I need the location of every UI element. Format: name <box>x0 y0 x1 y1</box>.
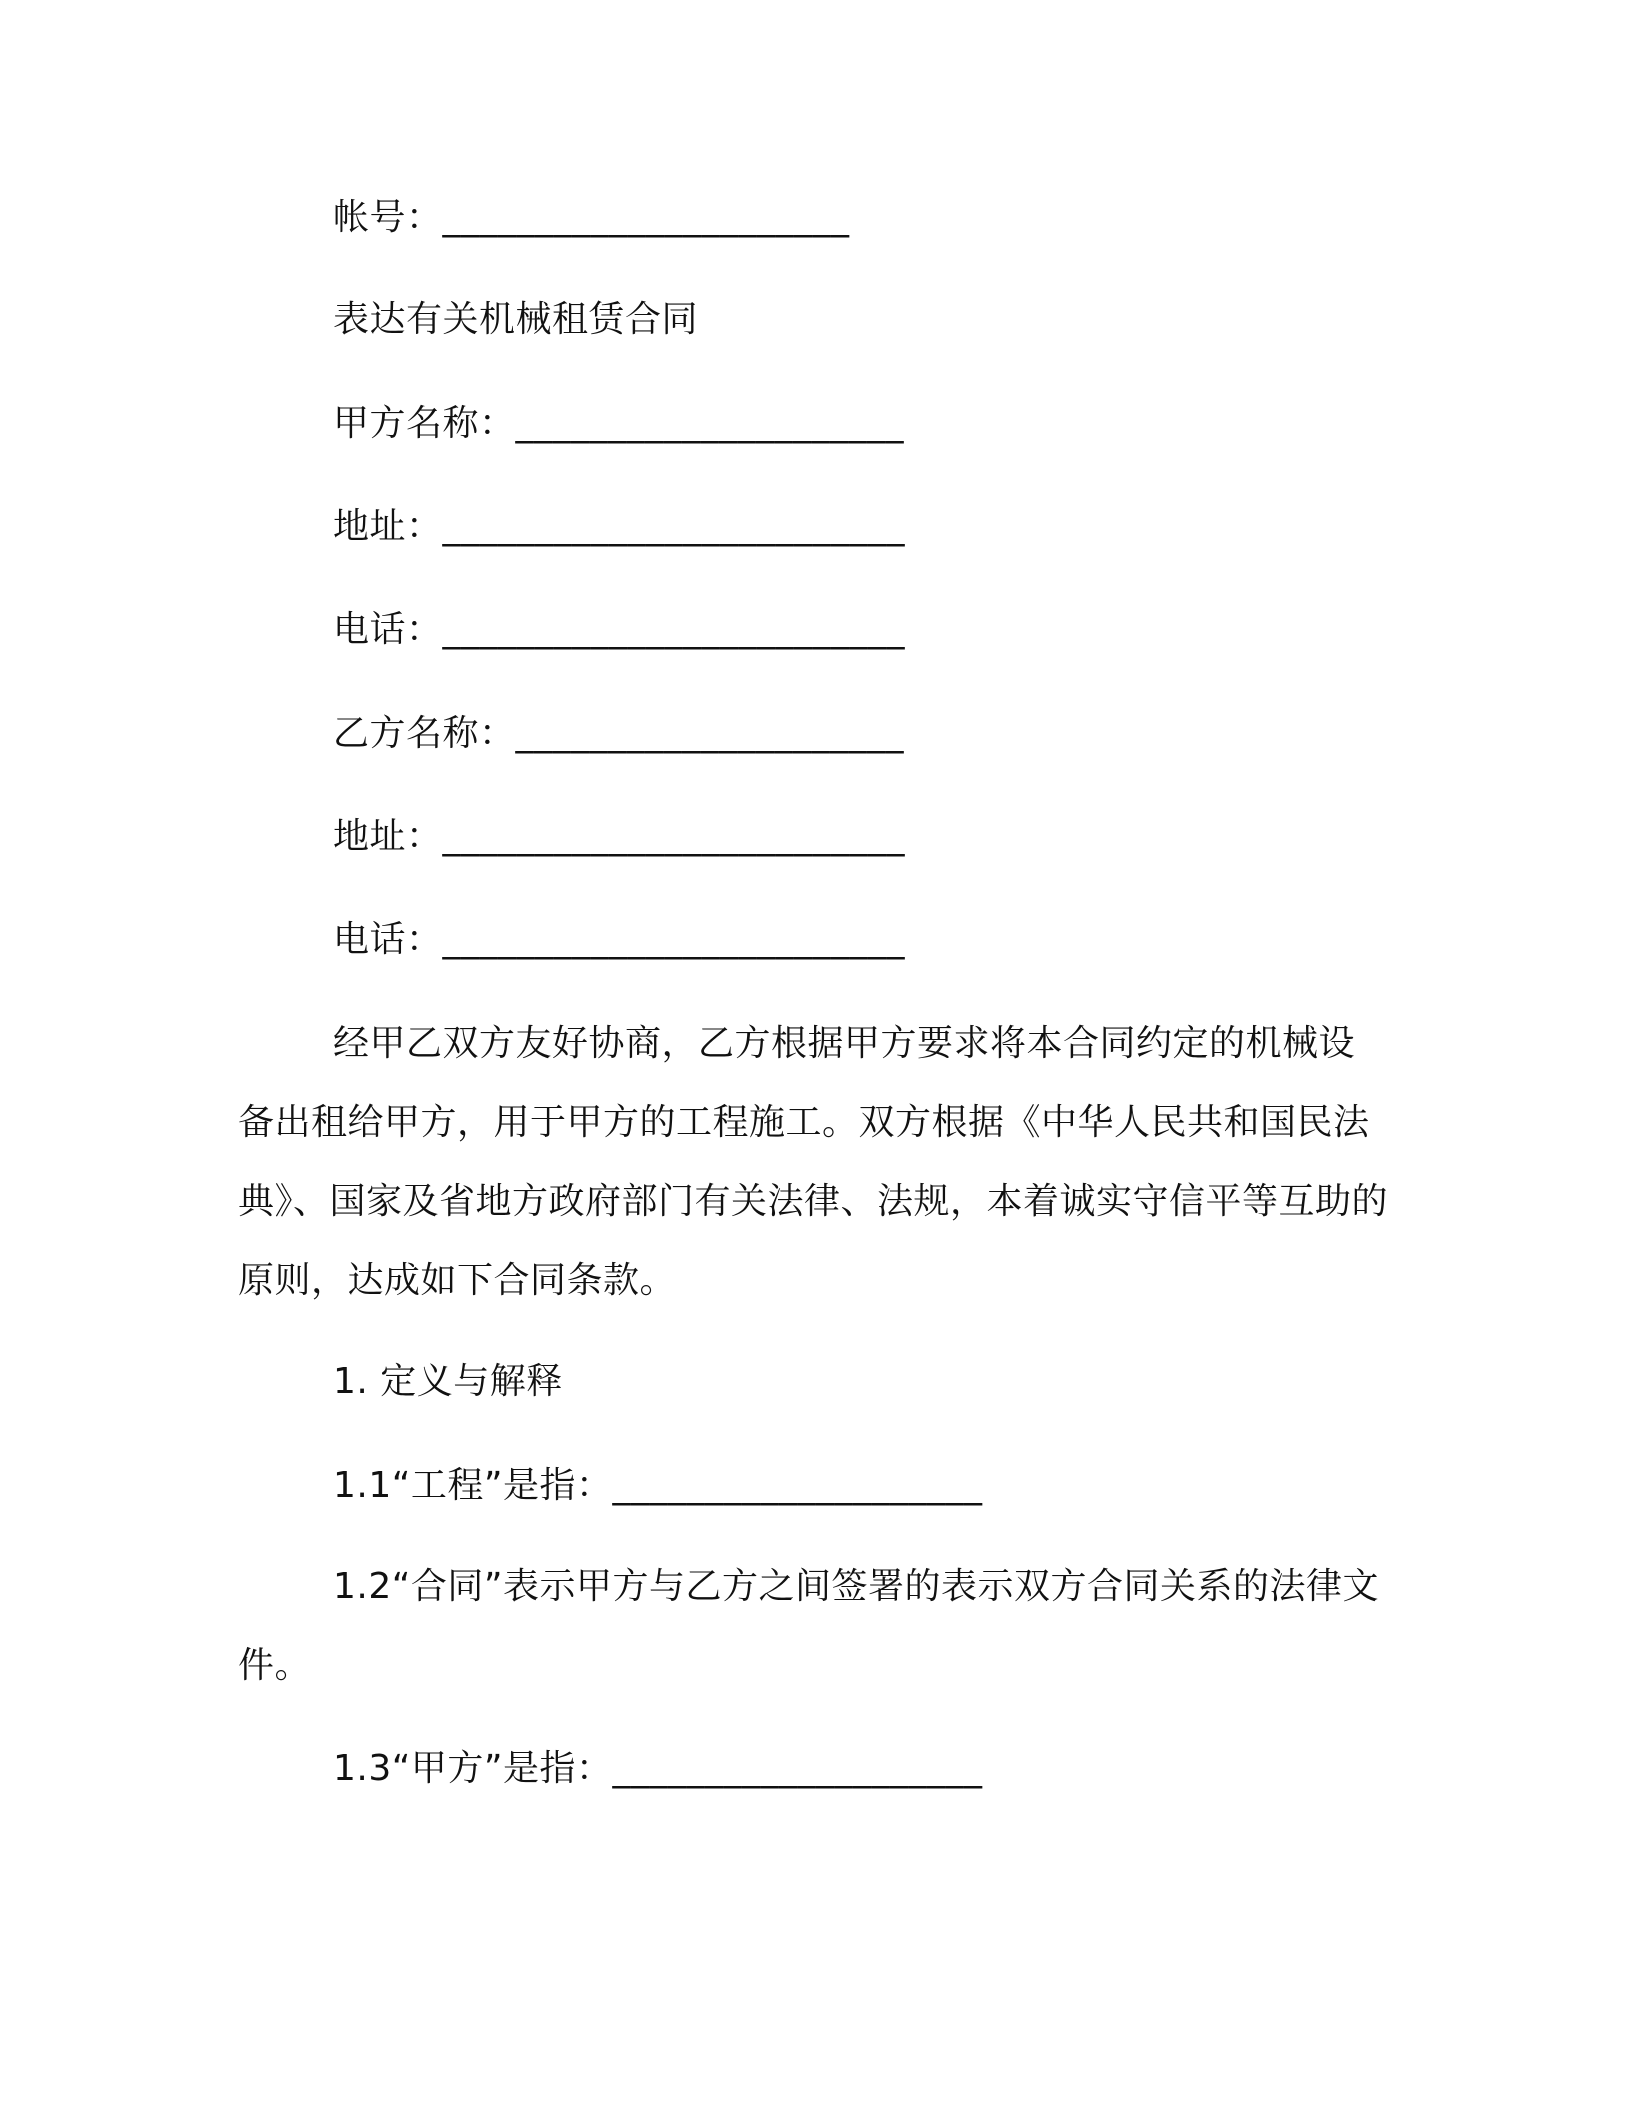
intro-paragraph-text: 经甲乙双方友好协商，乙方根据甲方要求将本合同约定的机械设备出租给甲方，用于甲方的工程施工。双方根据《中华人民共和国民法典》、国家及省地方政府部门有关法律、法规，本着诚实守信平等互助的原则，达成如下合同条款。 <box>238 1023 1389 1301</box>
document-title: 表达有关机械租赁合同 <box>333 299 699 340</box>
party-a-name-line: 甲方名称：_____________________ <box>333 403 905 444</box>
account-field-line: 帐号：______________________ <box>333 197 850 238</box>
clause-1-2-text: 1.2“合同”表示甲方与乙方之间签署的表示双方合同关系的法律文件。 <box>238 1566 1380 1686</box>
clause-1-3: 1.3“甲方”是指：____________________ <box>333 1748 983 1789</box>
clause-1-1: 1.1“工程”是指：____________________ <box>333 1465 983 1506</box>
clause-1-2 <box>238 1547 1388 1705</box>
party-b-name-line: 乙方名称：_____________________ <box>333 713 905 754</box>
intro-paragraph <box>238 1004 1388 1320</box>
party-a-phone-line: 电话：_________________________ <box>333 609 906 650</box>
party-a-address-line: 地址：_________________________ <box>333 506 906 547</box>
section-1-heading: 1. 定义与解释 <box>333 1361 563 1402</box>
party-b-phone-line: 电话：_________________________ <box>333 919 906 960</box>
party-b-address-line: 地址：_________________________ <box>333 816 906 857</box>
